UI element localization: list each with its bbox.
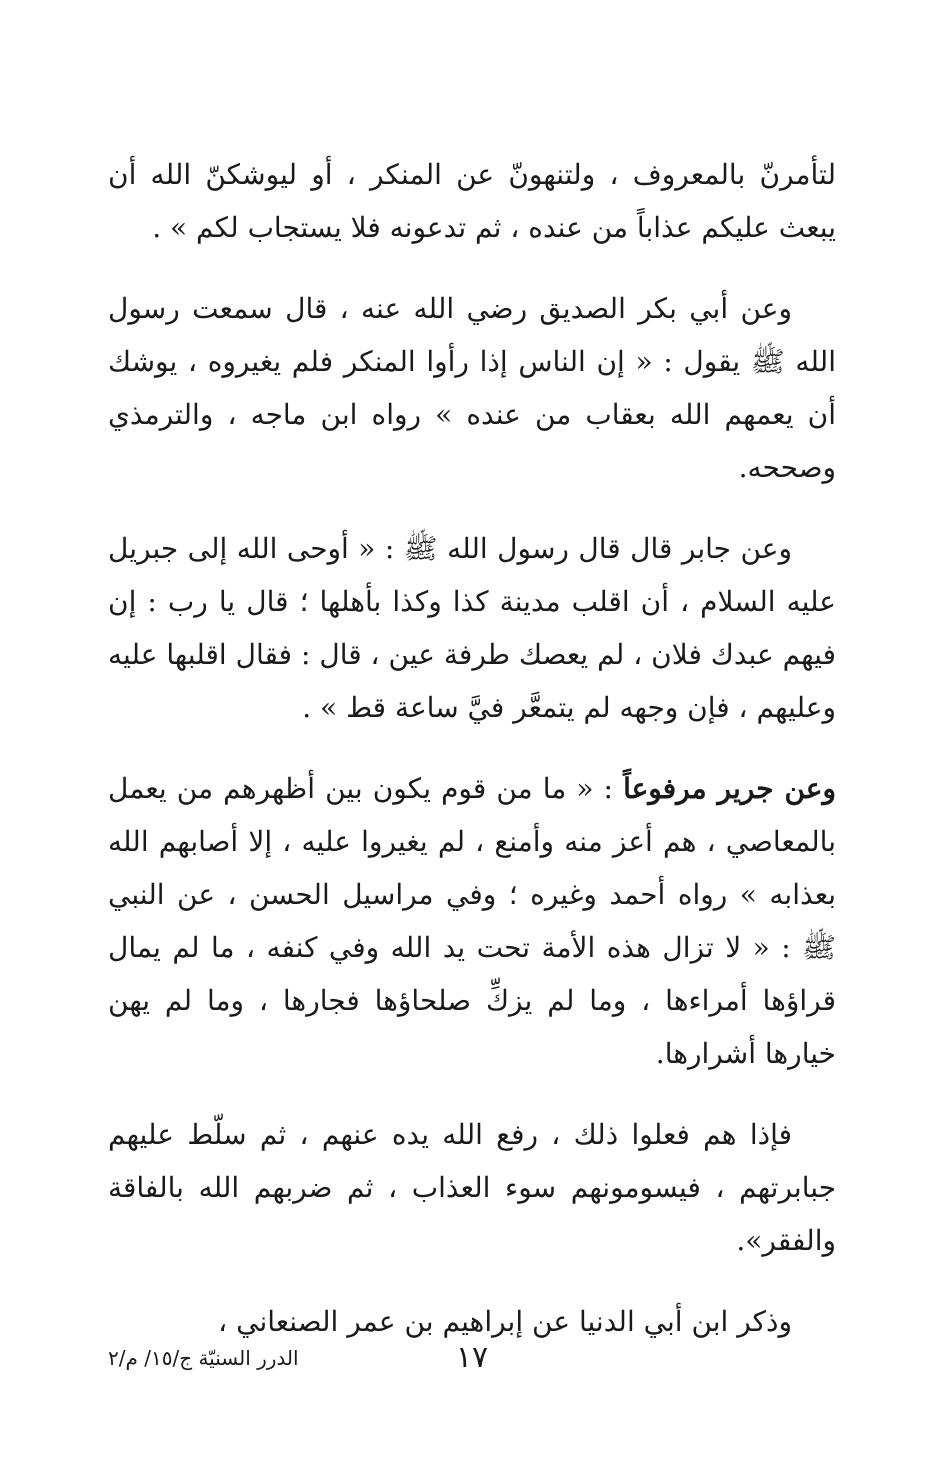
paragraph-2: وعن أبي بكر الصديق رضي الله عنه ، قال سمعت رسول الله ﷺ يقول : « إن الناس إذا رأوا المنكر فلم يغيروه ، يوشك أن يعمهم الله بعقاب من عنده » رواه ابن ماجه ، والترمذي وصححه. [108, 292, 836, 484]
paragraph-5: فإذا هم فعلوا ذلك ، رفع الله يده عنهم ، ثم سلّط عليهم جبابرتهم ، فيسومونهم سوء العذاب ، ثم ضربهم الله بالفاقة والفقر». [108, 1118, 836, 1257]
paragraph-3: وعن جابر قال قال رسول الله ﷺ : « أوحى الله إلى جبريل عليه السلام ، أن اقلب مدينة كذا وكذا بأهلها ؛ قال يا رب : إن فيهم عبدك فلان ، لم يعصك طرفة عين ، قال : فقال اقلبها عليه وعليهم ، فإن وجهه لم يتمعَّر فيَّ ساعة قط » . [108, 532, 836, 724]
page-number: ١٧ [455, 1340, 489, 1375]
paragraph-4-text: : « ما من قوم يكون بين أظهرهم من يعمل بالمعاصي ، هم أعز منه وأمنع ، لم يغيروا عليه ، إلا أصابهم الله بعذابه » رواه أحمد وغيره ؛ وفي مراسيل الحسن ، عن النبي ﷺ : « لا تزال هذه الأمة تحت يد الله وفي كنفه ، ما لم يمال قراؤها أمراءها ، وما لم يزكِّ صلحاؤها فجارها ، وما لم يهن خيارها أشرارها. [108, 772, 836, 1070]
page-body [108, 148, 836, 1376]
page-footer [108, 1340, 836, 1380]
paragraph-1: لتأمرنّ بالمعروف ، ولتنهونّ عن المنكر ، أو ليوشكنّ الله أن يبعث عليكم عذاباً من عنده ، ثم تدعونه فلا يستجاب لكم » . [108, 158, 836, 244]
paragraph-4-lead: وعن جرير مرفوعاً [623, 772, 836, 805]
source-reference: الدرر السنيّة ج/١٥/ م/٢ [108, 1346, 299, 1370]
paragraph-4 [108, 762, 836, 1080]
paragraph-6: وذكر ابن أبي الدنيا عن إبراهيم بن عمر الصنعاني ، [218, 1305, 792, 1338]
